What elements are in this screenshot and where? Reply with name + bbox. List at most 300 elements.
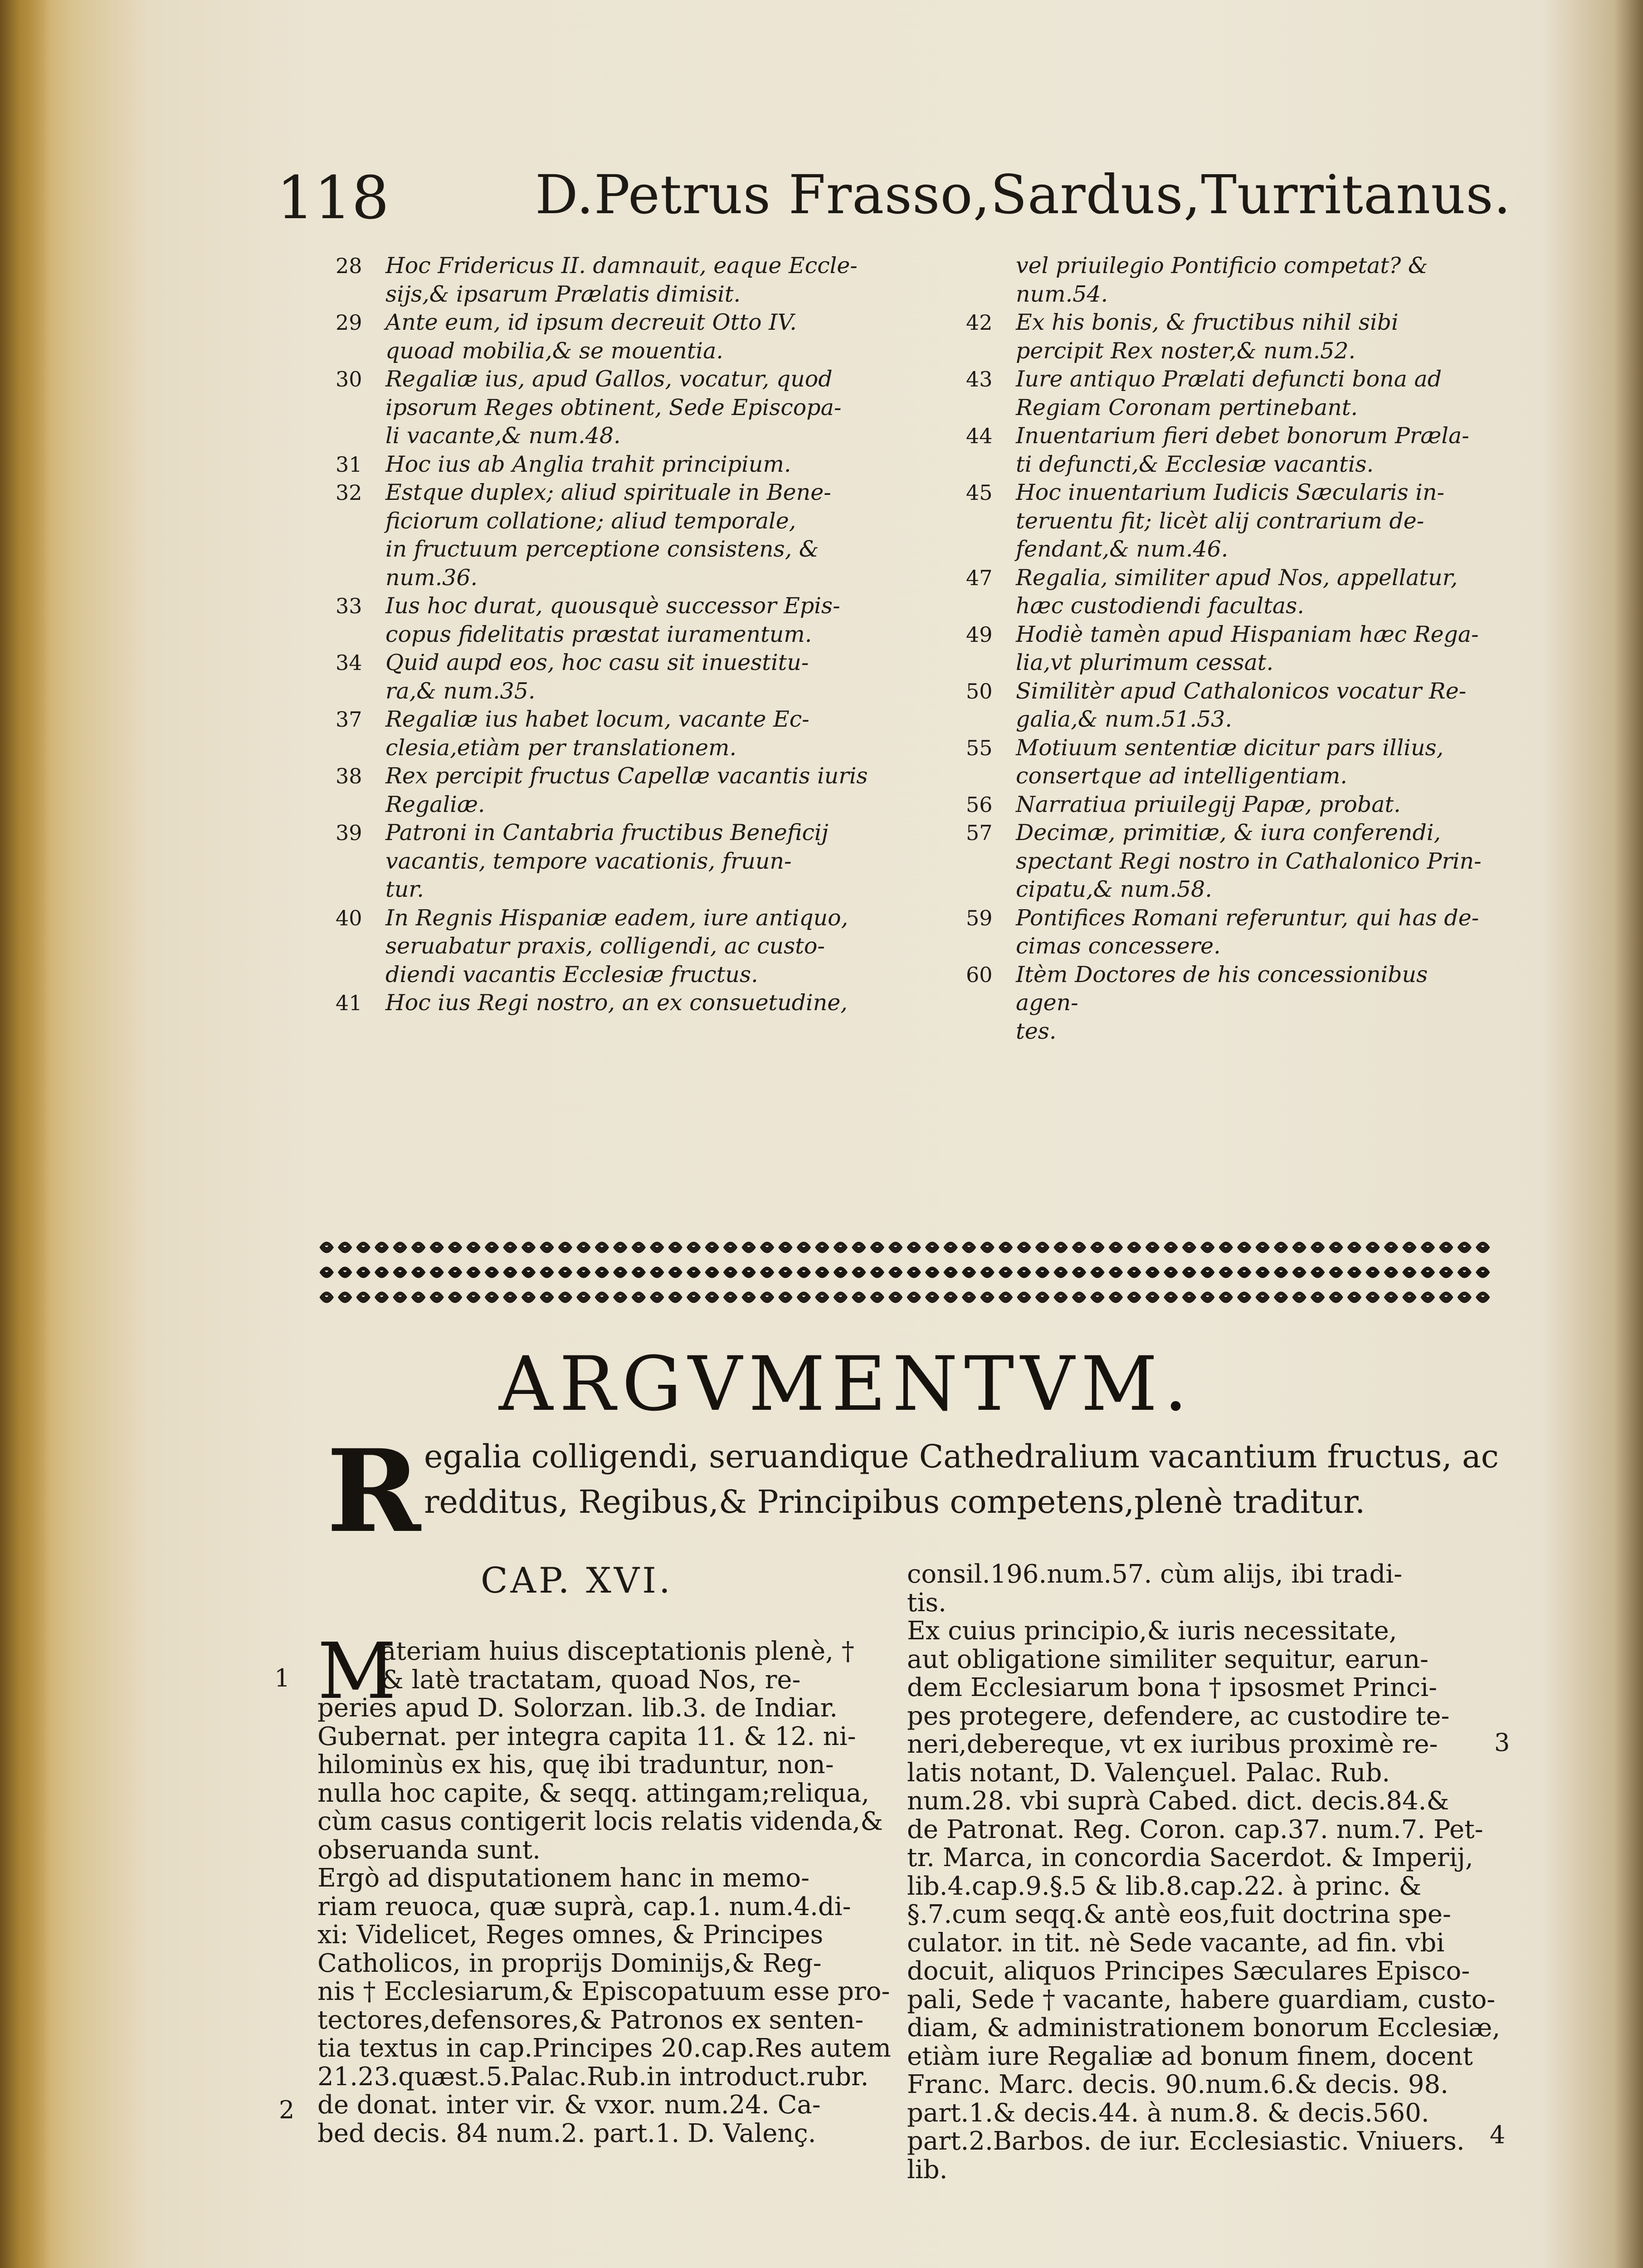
body-line: diam, & administrationem bonorum Ecclesiæ, (907, 2013, 1501, 2043)
ornament-glyph (1421, 1242, 1434, 1252)
summary-item (966, 621, 1492, 677)
body-line: num.28. vbi suprà Cabed. dict. decis.84.& (907, 1786, 1449, 1816)
ornament-glyph (944, 1267, 957, 1277)
body-line: culator. in tit. nè Sede vacante, ad fin. vbi (907, 1928, 1445, 1958)
summary-item-number: 40 (336, 905, 362, 930)
summary-column-left (336, 252, 934, 1017)
running-head: D.Petrus Frasso,Sardus,Turritanus. (535, 163, 1511, 226)
ornament-glyph (1165, 1242, 1177, 1252)
ornament-glyph (963, 1242, 975, 1252)
summary-item (966, 961, 1492, 1046)
ornament-glyph (907, 1242, 920, 1252)
body-line: hilominùs ex his, quę ibi traduntur, non- (317, 1750, 834, 1779)
margin-number: 1 (274, 1664, 290, 1692)
ornament-glyph (669, 1292, 682, 1302)
ornament-glyph (449, 1292, 462, 1302)
ornament-glyph (412, 1292, 425, 1302)
argumentum-title: ARGVMENTVM. (499, 1340, 1194, 1427)
ornament-glyph (724, 1267, 737, 1277)
ornament-glyph (816, 1242, 829, 1252)
ornament-glyph (1256, 1292, 1269, 1302)
ornament-glyph (1477, 1267, 1489, 1277)
summary-item-text: Decimæ, primitiæ, & iura conferendi, (1016, 820, 1441, 846)
summary-item (336, 252, 934, 308)
ornament-glyph (504, 1292, 517, 1302)
body-line: Gubernat. per integra capita 11. & 12. ni- (317, 1721, 856, 1751)
ornament-glyph (907, 1267, 920, 1277)
summary-item-text: li vacante,& num.48. (385, 423, 621, 449)
summary-item-text: lia,vt plurimum cessat. (1016, 650, 1274, 675)
summary-item (336, 592, 934, 649)
ornament-glyph (1366, 1267, 1379, 1277)
summary-item-text: vacantis, tempore vacationis, fruun- (385, 848, 792, 874)
summary-item-number: 28 (336, 254, 362, 278)
ornament-glyph (614, 1267, 627, 1277)
summary-item-number: 34 (336, 650, 362, 675)
summary-item-text: Quid aupd eos, hoc casu sit inuestitu- (385, 650, 809, 675)
ornament-glyph (1477, 1292, 1489, 1302)
summary-item-text: Inuentarium fieri debet bonorum Præla- (1016, 423, 1469, 449)
ornament-glyph (375, 1242, 388, 1252)
body-line: lib.4.cap.9.§.5 & lib.8.cap.22. à princ. & (907, 1871, 1422, 1901)
ornament-glyph (1348, 1292, 1360, 1302)
ornament-glyph (412, 1242, 425, 1252)
ornament-glyph (761, 1242, 773, 1252)
summary-item-text: Iure antiquo Prælati defuncti bona ad (1016, 366, 1442, 392)
margin-number: 2 (279, 2096, 295, 2124)
body-line: §.7.cum seqq.& antè eos,fuit doctrina spe- (907, 1900, 1451, 1929)
body-line: cùm casus contigerit locis relatis videnda,& (317, 1807, 883, 1836)
body-line: 21.23.quæst.5.Palac.Rub.in introduct.rubr. (317, 2062, 869, 2092)
summary-item-text: Regiam Coronam pertinebant. (1016, 394, 1358, 420)
summary-item-text: ficiorum collatione; aliud temporale, (385, 508, 796, 534)
summary-item (966, 904, 1492, 961)
ornament-glyph (1018, 1292, 1030, 1302)
summary-item (336, 450, 934, 479)
summary-item-text: Hoc ius Regi nostro, an ex consuetudine, (385, 990, 848, 1016)
ornament-glyph (871, 1292, 883, 1302)
summary-item-text: quoad mobilia,& se mouentia. (385, 337, 723, 364)
summary-item-text: num.36. (385, 564, 478, 591)
ornament-glyph (999, 1242, 1012, 1252)
ornament-glyph (1201, 1292, 1214, 1302)
body-line: aut obligatione similiter sequitur, earun- (907, 1644, 1429, 1674)
ornament-glyph (761, 1267, 773, 1277)
ornament-glyph (1256, 1267, 1269, 1277)
ornament-glyph (485, 1292, 498, 1302)
ornament-glyph (853, 1292, 865, 1302)
summary-item-text: ra,& num.35. (385, 678, 536, 704)
ornament-glyph (1219, 1292, 1232, 1302)
summary-column-right (966, 252, 1492, 1046)
ornament-glyph (632, 1267, 645, 1277)
body-line: etiàm iure Regaliæ ad bonum finem, docent (907, 2041, 1473, 2071)
ornament-glyph (1054, 1267, 1067, 1277)
summary-item-number: 45 (966, 480, 993, 505)
ornament-glyph (1275, 1292, 1287, 1302)
summary-item-text: Hoc inuentarium Iudicis Sæcularis in- (1016, 479, 1445, 505)
printers-ornament-band (317, 1232, 1492, 1318)
summary-item-text: hæc custodiendi facultas. (1016, 593, 1304, 619)
summary-item-number: 50 (966, 679, 993, 704)
ornament-glyph (669, 1267, 682, 1277)
ornament-glyph (779, 1292, 792, 1302)
body-line: pali, Sede † vacante, habere guardiam, custo- (907, 1984, 1496, 2014)
body-line: tr. Marca, in concordia Sacerdot. & Imperij, (907, 1843, 1473, 1872)
ornament-glyph (1201, 1267, 1214, 1277)
body-line: Ex cuius principio,& iuris necessitate, (907, 1616, 1397, 1646)
body-line: bed decis. 84 num.2. part.1. D. Valenç. (317, 2118, 816, 2148)
ornament-glyph (871, 1267, 883, 1277)
ornament-glyph (467, 1292, 480, 1302)
ornament-glyph (1219, 1267, 1232, 1277)
summary-item-text: Ex his bonis, & fructibus nihil sibi (1016, 309, 1399, 335)
ornament-glyph (1054, 1242, 1067, 1252)
ornament-glyph (1073, 1267, 1085, 1277)
ornament-glyph (541, 1292, 553, 1302)
ornament-glyph (687, 1267, 700, 1277)
drop-cap: M (317, 1627, 397, 1716)
ornament-glyph (1128, 1267, 1141, 1277)
ornament-glyph (1293, 1267, 1306, 1277)
ornament-glyph (1311, 1242, 1324, 1252)
summary-item-text: Estque duplex; aliud spirituale in Bene- (385, 479, 831, 505)
body-line: nis † Ecclesiarum,& Episcopatuum esse pro- (317, 1977, 890, 2006)
ornament-glyph (981, 1267, 994, 1277)
ornament-glyph (742, 1267, 755, 1277)
ornament-glyph (394, 1242, 406, 1252)
summary-item-number: 55 (966, 735, 993, 760)
summary-item-text: Regalia, similiter apud Nos, appellatur, (1016, 564, 1458, 591)
ornament-glyph (339, 1242, 351, 1252)
summary-item (966, 308, 1492, 365)
summary-item-number: 47 (966, 565, 993, 590)
body-line: nulla hoc capite, & seqq. attingam;reliqua, (317, 1778, 870, 1808)
ornament-glyph (889, 1267, 902, 1277)
ornament-glyph (853, 1267, 865, 1277)
ornament-glyph (963, 1292, 975, 1302)
body-line: tectores,defensores,& Patronos ex senten- (317, 2005, 864, 2035)
ornament-glyph (1146, 1267, 1159, 1277)
ornament-glyph (1421, 1267, 1434, 1277)
ornament-glyph (853, 1242, 865, 1252)
ornament-glyph (1330, 1292, 1342, 1302)
ornament-glyph (1109, 1242, 1122, 1252)
body-text-right (907, 1560, 1501, 2184)
ornament-glyph (1238, 1292, 1251, 1302)
summary-item (966, 677, 1492, 734)
summary-item (336, 705, 934, 762)
ornament-glyph (559, 1242, 571, 1252)
ornament-glyph (687, 1292, 700, 1302)
ornament-glyph (467, 1242, 480, 1252)
ornament-glyph (394, 1292, 406, 1302)
ornament-glyph (1440, 1267, 1453, 1277)
ornament-glyph (816, 1292, 829, 1302)
ornament-glyph (1293, 1292, 1306, 1302)
body-line: riam reuoca, quæ suprà, cap.1. num.4.di- (317, 1892, 851, 1921)
summary-item-number: 37 (336, 707, 362, 732)
ornament-glyph (669, 1242, 682, 1252)
ornament-glyph (1238, 1267, 1251, 1277)
summary-item-text: diendi vacantis Ecclesiæ fructus. (385, 961, 758, 987)
summary-item-text: clesia,etiàm per translationem. (385, 734, 737, 761)
body-line: obseruanda sunt. (317, 1835, 541, 1865)
ornament-glyph (963, 1267, 975, 1277)
ornament-glyph (632, 1242, 645, 1252)
ornament-glyph (797, 1242, 810, 1252)
ornament-glyph (1440, 1242, 1453, 1252)
summary-item-text: Hodiè tamèn apud Hispaniam hæc Rega- (1016, 621, 1479, 647)
ornament-glyph (1293, 1242, 1306, 1252)
ornament-glyph (1440, 1292, 1453, 1302)
ornament-glyph (1073, 1292, 1085, 1302)
ornament-glyph (1311, 1267, 1324, 1277)
ornament-glyph (357, 1292, 370, 1302)
ornament-glyph (320, 1242, 333, 1252)
body-line: latis notant, D. Valençuel. Palac. Rub. (907, 1758, 1390, 1788)
ornament-glyph (1183, 1292, 1195, 1302)
body-line: & latè tractatam, quoad Nos, re- (381, 1665, 801, 1695)
ornament-glyph (559, 1267, 571, 1277)
ornament-glyph (430, 1242, 443, 1252)
summary-item-text: ipsorum Reges obtinent, Sede Episcopa- (385, 394, 842, 420)
body-line: consil.196.num.57. cùm alijs, ibi tradi- (907, 1559, 1403, 1589)
summary-item (966, 734, 1492, 791)
ornament-glyph (926, 1242, 939, 1252)
ornament-glyph (1421, 1292, 1434, 1302)
summary-item (336, 819, 934, 904)
ornament-glyph (339, 1292, 351, 1302)
summary-item-text: vel priuilegio Pontificio competat? & (1016, 253, 1428, 279)
ornament-glyph (375, 1292, 388, 1302)
ornament-glyph (816, 1267, 829, 1277)
ornament-glyph (1146, 1242, 1159, 1252)
ornament-glyph (706, 1292, 718, 1302)
page-number: 118 (277, 163, 390, 232)
margin-number: 4 (1490, 2121, 1506, 2149)
summary-item-text: Regaliæ ius, apud Gallos, vocatur, quod (385, 366, 833, 392)
ornament-glyph (1091, 1267, 1104, 1277)
ornament-glyph (1036, 1292, 1049, 1302)
ornament-glyph (1366, 1242, 1379, 1252)
ornament-glyph (1018, 1242, 1030, 1252)
summary-item-text: copus fidelitatis præstat iuramentum. (385, 621, 812, 647)
ornament-glyph (541, 1242, 553, 1252)
ornament-glyph (834, 1292, 847, 1302)
ornament-glyph (651, 1292, 663, 1302)
summary-item (966, 791, 1492, 819)
ornament-glyph (1330, 1267, 1342, 1277)
summary-item-number: 29 (336, 310, 362, 335)
summary-item-number: 43 (966, 367, 993, 391)
summary-item-number: 32 (336, 480, 362, 505)
ornament-glyph (1219, 1242, 1232, 1252)
summary-item-number: 31 (336, 452, 362, 477)
ornament-glyph (981, 1292, 994, 1302)
summary-item-text: Rex percipit fructus Capellæ vacantis iuris (385, 763, 868, 789)
summary-item (966, 252, 1492, 308)
ornament-glyph (706, 1242, 718, 1252)
ornament-glyph (1275, 1242, 1287, 1252)
ornament-glyph (1366, 1292, 1379, 1302)
ornament-glyph (1165, 1292, 1177, 1302)
ornament-glyph (522, 1267, 535, 1277)
body-line: peries apud D. Solorzan. lib.3. de Indiar. (317, 1693, 838, 1723)
summary-item-text: Hoc ius ab Anglia trahit principium. (385, 451, 791, 477)
ornament-glyph (614, 1242, 627, 1252)
ornament-glyph (981, 1242, 994, 1252)
summary-item-text: in fructuum perceptione consistens, & (385, 536, 819, 562)
ornament-glyph (339, 1267, 351, 1277)
ornament-glyph (522, 1292, 535, 1302)
summary-item-text: Ius hoc durat, quousquè successor Epis- (385, 593, 840, 619)
ornament-glyph (1458, 1267, 1471, 1277)
summary-item-number: 59 (966, 905, 993, 930)
ornament-glyph (485, 1242, 498, 1252)
body-line: lib. (907, 2155, 948, 2185)
summary-item (336, 365, 934, 450)
drop-cap: R (327, 1424, 421, 1558)
summary-item-text: num.54. (1016, 281, 1108, 307)
ornament-glyph (797, 1267, 810, 1277)
ornament-glyph (907, 1292, 920, 1302)
ornament-glyph (1256, 1242, 1269, 1252)
body-line: tis. (907, 1588, 946, 1618)
ornament-glyph (504, 1242, 517, 1252)
ornament-glyph (1109, 1292, 1122, 1302)
summary-item (336, 989, 934, 1017)
ornament-glyph (1165, 1267, 1177, 1277)
summary-item-text: Regaliæ ius habet locum, vacante Ec- (385, 706, 809, 732)
ornament-glyph (1458, 1242, 1471, 1252)
summary-item-text: tur. (385, 876, 424, 902)
ornament-glyph (926, 1267, 939, 1277)
ornament-glyph (412, 1267, 425, 1277)
page-header (277, 163, 1511, 232)
body-line: Ergò ad disputationem hanc in memo- (317, 1863, 810, 1893)
ornament-glyph (724, 1292, 737, 1302)
body-line: part.2.Barbos. de iur. Ecclesiastic. Vniuers. (907, 2126, 1465, 2156)
ornament-glyph (926, 1292, 939, 1302)
ornament-glyph (577, 1292, 590, 1302)
body-line: part.1.& decis.44. à num.8. & decis.560. (907, 2098, 1429, 2128)
ornament-glyph (1036, 1267, 1049, 1277)
ornament-glyph (357, 1242, 370, 1252)
ornament-glyph (1201, 1242, 1214, 1252)
ornament-glyph (1348, 1267, 1360, 1277)
ornament-glyph (449, 1242, 462, 1252)
summary-item (336, 479, 934, 592)
summary-item-text: Similitèr apud Cathalonicos vocatur Re- (1016, 678, 1467, 704)
ornament-glyph (1128, 1292, 1141, 1302)
ornament-glyph (724, 1242, 737, 1252)
ornament-glyph (1385, 1267, 1397, 1277)
summary-item-text: sijs,& ipsarum Prælatis dimisit. (385, 281, 741, 307)
summary-item-text: fendant,& num.46. (1016, 536, 1229, 562)
ornament-glyph (742, 1242, 755, 1252)
ornament-glyph (449, 1267, 462, 1277)
summary-item-text: galia,& num.51.53. (1016, 706, 1232, 732)
summary-item-number: 57 (966, 821, 993, 845)
ornament-glyph (1348, 1242, 1360, 1252)
ornament-glyph (504, 1267, 517, 1277)
ornament-glyph (1385, 1242, 1397, 1252)
ornament-glyph (742, 1292, 755, 1302)
summary-item-text: Hoc Fridericus II. damnauit, eaque Eccle- (385, 253, 858, 279)
ornament-glyph (595, 1292, 608, 1302)
ornament-glyph (779, 1267, 792, 1277)
ornament-glyph (1091, 1242, 1104, 1252)
summary-item-text: consertque ad intelligentiam. (1016, 763, 1347, 789)
ornament-glyph (1477, 1242, 1489, 1252)
ornament-glyph (834, 1242, 847, 1252)
page-edge-shadow (0, 0, 50, 2268)
ornament-glyph (541, 1267, 553, 1277)
summary-item-text: Regaliæ. (385, 791, 485, 817)
summary-item-number: 39 (336, 821, 362, 845)
ornament-glyph (430, 1292, 443, 1302)
ornament-glyph (651, 1242, 663, 1252)
argument-line-2: redditus, Regibus,& Principibus competens,plenè traditur. (424, 1483, 1365, 1520)
body-line: Franc. Marc. decis. 90.num.6.& decis. 98. (907, 2070, 1448, 2099)
margin-number: 3 (1494, 1728, 1510, 1757)
body-line: xi: Videlicet, Reges omnes, & Principes (317, 1920, 824, 1950)
ornament-glyph (1183, 1267, 1195, 1277)
summary-item-number: 49 (966, 622, 993, 647)
summary-item (966, 365, 1492, 422)
ornament-glyph (467, 1267, 480, 1277)
summary-item-number: 41 (336, 991, 362, 1015)
summary-item-text: seruabatur praxis, colligendi, ac custo- (385, 933, 825, 959)
ornament-glyph (559, 1292, 571, 1302)
ornament-glyph (1403, 1267, 1416, 1277)
ornament-glyph (1018, 1267, 1030, 1277)
body-line: de Patronat. Reg. Coron. cap.37. num.7. Pet- (907, 1814, 1483, 1844)
summary-item (966, 564, 1492, 621)
summary-item-text: Ante eum, id ipsum decreuit Otto IV. (385, 309, 797, 335)
summary-item-number: 44 (966, 424, 993, 448)
ornament-glyph (834, 1267, 847, 1277)
ornament-glyph (761, 1292, 773, 1302)
ornament-glyph (999, 1267, 1012, 1277)
ornament-glyph (1054, 1292, 1067, 1302)
summary-item-text: cimas concessere. (1016, 933, 1221, 959)
ornament-glyph (320, 1267, 333, 1277)
body-line: Catholicos, in proprijs Dominijs,& Reg- (317, 1948, 822, 1978)
summary-item-text: cipatu,& num.58. (1016, 876, 1212, 902)
ornament-glyph (944, 1242, 957, 1252)
ornament-glyph (394, 1267, 406, 1277)
ornament-glyph (430, 1267, 443, 1277)
ornament-glyph (706, 1267, 718, 1277)
argument-line-1: egalia colligendi, seruandique Cathedralium vacantium fructus, ac (424, 1438, 1499, 1475)
summary-item-text: Itèm Doctores de his concessionibus agen- (1016, 961, 1428, 1016)
ornament-glyph (1385, 1292, 1397, 1302)
ornament-glyph (485, 1267, 498, 1277)
summary-item-number: 38 (336, 764, 362, 788)
ornament-glyph (889, 1242, 902, 1252)
ornament-glyph (320, 1292, 333, 1302)
ornament-glyph (357, 1267, 370, 1277)
ornament-glyph (944, 1292, 957, 1302)
ornament-glyph (1146, 1292, 1159, 1302)
summary-item-text: In Regnis Hispaniæ eadem, iure antiquo, (385, 904, 848, 931)
body-line: tia textus in cap.Principes 20.cap.Res autem (317, 2033, 891, 2063)
ornament-glyph (1036, 1242, 1049, 1252)
ornament-glyph (577, 1242, 590, 1252)
ornament-glyph (1128, 1242, 1141, 1252)
